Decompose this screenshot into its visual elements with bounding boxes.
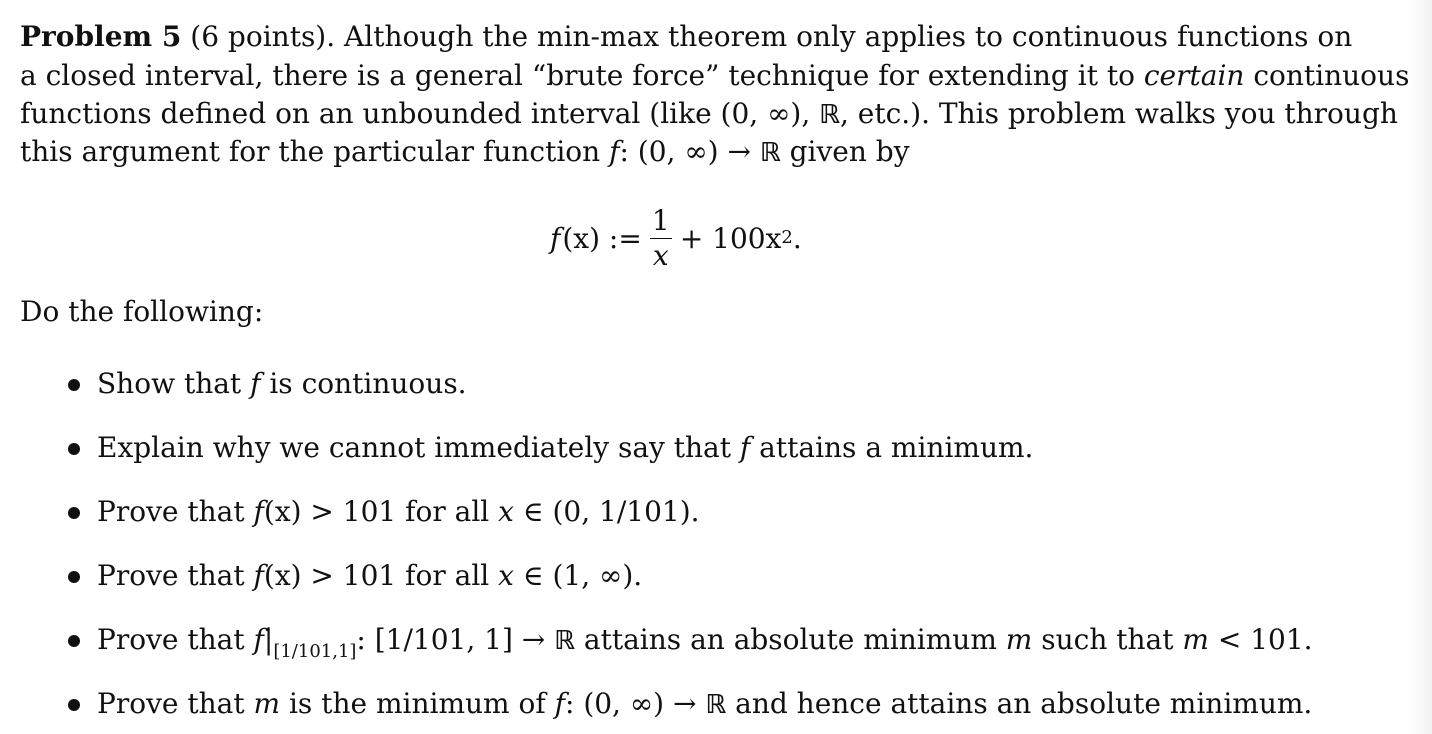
do-following-label: [20, 293, 263, 331]
bullet-icon: [68, 507, 80, 519]
item-math: f: [250, 367, 261, 400]
item-math: x: [498, 559, 514, 592]
item-text: is the minimum of: [280, 687, 555, 720]
eq-end: .: [792, 221, 802, 255]
bullet-icon: [68, 379, 80, 391]
item-text: (x) > 101 for all: [263, 495, 499, 528]
item-math: m: [1005, 623, 1033, 656]
item-math: f: [554, 687, 565, 720]
eq-frac-denominator: x: [652, 238, 669, 272]
bullet-icon: [68, 443, 80, 455]
problem-points: (6 points).: [190, 20, 336, 53]
list-item: [97, 685, 1312, 723]
item-math: x: [498, 495, 514, 528]
intro-text-3: functions defined on an unbounded interval (like (0, ∞),: [20, 97, 820, 130]
item-text: : [1/101, 1] →: [356, 623, 555, 656]
item-text: |: [263, 623, 274, 656]
eq-rhs: + 100x: [679, 221, 782, 255]
function-symbol: f: [609, 135, 620, 168]
display-equation: f (x) := $\frac{1}{x}$ + 100x 2 .: [550, 203, 802, 272]
bullet-icon: [68, 635, 80, 647]
item-text: Prove that: [97, 559, 254, 592]
intro-line-4: [20, 133, 910, 171]
intro-emph-certain: certain: [1143, 59, 1245, 92]
do-following-text: Do the following:: [20, 295, 264, 328]
item-text: and hence attains an absolute minimum.: [726, 687, 1313, 720]
item-text: Explain why we cannot immediately say that: [97, 431, 740, 464]
eq-f: f: [550, 221, 561, 255]
intro-line-2: [20, 57, 1410, 95]
item-math: f: [739, 431, 751, 464]
list-item: [97, 557, 642, 595]
reals-symbol: ℝ: [819, 100, 840, 130]
intro-line-3: [20, 95, 1398, 133]
item-text: is continuous.: [260, 367, 467, 400]
item-math: f: [253, 559, 264, 592]
item-text: ∈ (1, ∞).: [513, 559, 643, 592]
item-math: f: [253, 623, 264, 656]
intro-text-1: Although the min-max theorem only applies to continuous functions on: [344, 20, 1353, 53]
problem-heading: Problem 5: [20, 20, 182, 53]
item-text: such that: [1032, 623, 1183, 656]
item-text: : (0, ∞) →: [564, 687, 706, 720]
item-text: attains a minimum.: [750, 431, 1034, 464]
item-text: (x) > 101 for all: [263, 559, 499, 592]
reals-symbol: ℝ: [759, 138, 781, 168]
item-subscript: [1/101,1]: [273, 641, 357, 662]
intro-line-1: [20, 18, 1353, 56]
item-text: Prove that: [97, 623, 254, 656]
eq-frac-numerator: 1: [651, 203, 670, 237]
intro-text-2b: continuous: [1244, 59, 1410, 92]
item-text: Prove that: [97, 687, 254, 720]
list-item: [97, 621, 1313, 662]
item-math: f: [253, 495, 264, 528]
item-text: attains an absolute minimum: [575, 623, 1006, 656]
item-text: Prove that: [97, 495, 254, 528]
intro-text-3b: , etc.). This problem walks you through: [840, 97, 1398, 130]
item-text: Show that: [97, 367, 251, 400]
item-text: ∈ (0, 1/101).: [513, 495, 700, 528]
page-edge-shadow: [1410, 0, 1432, 734]
intro-text-4c: given by: [780, 135, 910, 168]
eq-lhs: (x) :=: [562, 221, 642, 255]
list-item: [97, 365, 467, 403]
list-item: [97, 493, 700, 531]
item-math: m: [1182, 623, 1209, 656]
item-math: m: [253, 687, 281, 720]
reals-symbol: ℝ: [554, 626, 576, 656]
bullet-icon: [68, 571, 80, 583]
reals-symbol: ℝ: [705, 690, 727, 720]
intro-text-2: a closed interval, there is a general “brute force” technique for extending it to: [20, 59, 1144, 92]
eq-fraction: [650, 203, 672, 272]
bullet-icon: [68, 699, 80, 711]
item-text: < 101.: [1208, 623, 1313, 656]
intro-text-4: this argument for the particular function: [20, 135, 610, 168]
intro-text-4b: : (0, ∞) →: [619, 135, 760, 168]
list-item: [97, 429, 1033, 467]
